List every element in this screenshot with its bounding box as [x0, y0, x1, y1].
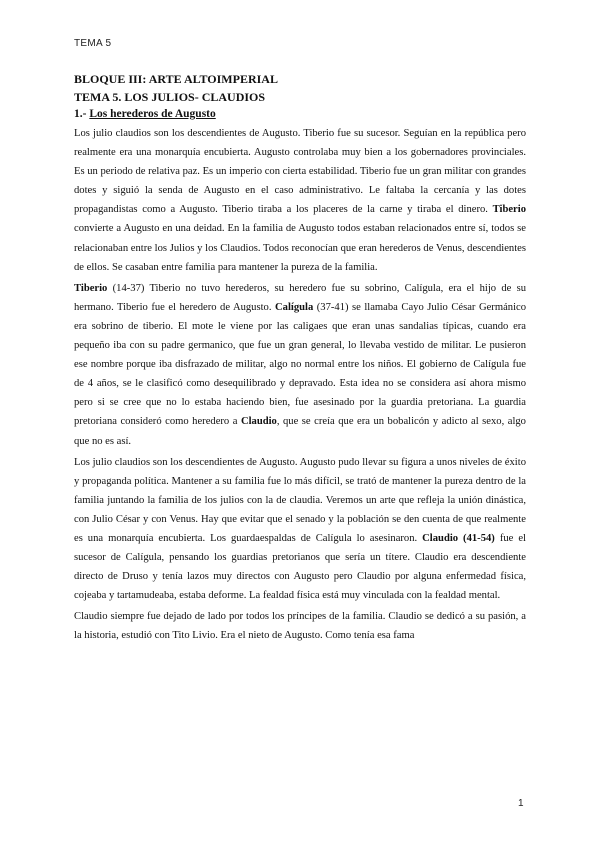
text-run: , que se creía que era un bobalicón y adicto al sexo, algo que no es así.: [74, 416, 526, 447]
section-title: Los herederos de Augusto: [89, 108, 216, 120]
document-body: [74, 70, 526, 648]
block-heading: BLOQUE III: ARTE ALTOIMPERIAL: [74, 72, 278, 86]
bold-term-claudio-dates: Claudio (41-54): [422, 532, 495, 544]
bold-term-tiberio: Tiberio: [74, 282, 108, 294]
section-heading: [74, 106, 526, 123]
section-number: 1.-: [74, 108, 90, 120]
topic-heading: TEMA 5. LOS JULIOS- CLAUDIOS: [74, 90, 266, 104]
bold-term-claudio: Claudio: [240, 416, 277, 428]
bold-term-caligula: Calígula: [275, 301, 314, 313]
paragraph-1: [74, 124, 526, 277]
text-run: Los julio claudios son los descendientes de Augusto. Tiberio fue su sucesor. Seguían en la república pero realmente era una monarquía encubierta. Augusto controlaba muy bien a los gobernadores provinciales. Es un periodo de relativa paz. Es un imperio con cierta estabilidad. Tiberio fue un gran militar con grandes dotes y siguió la senda de Augusto en el caso administrativo. Le faltaba la cercanía y las dotes propagandistas como a Augusto. Tiberio tiraba a los placeres de la carne y tiraba el dinero.: [74, 128, 526, 216]
text-run: Claudio siempre fue dejado de lado por todos los príncipes de la familia. Claudio se dedicó a su pasión, a la historia, estudió con Tito Livio. Era el nieto de Augusto. Como tenía esa fama: [74, 611, 526, 642]
running-header: TEMA 5: [74, 38, 112, 49]
paragraph-3: [74, 453, 526, 606]
text-run: convierte a Augusto en una deidad. En la familia de Augusto todos estaban relacionados entre sí, todos se relacionaban entre los Julios y los Claudios. Todos reconocían que eran herederos de Venus, descendientes de ellos. Se casaban entre familia para mantener la pureza de la familia.: [74, 223, 526, 273]
text-run: Los julio claudios son los descendientes de Augusto. Augusto pudo llevar su figura a unos niveles de éxito y propaganda política. Mantener a su familia fue lo más difícil, se trató de mantener la pureza dentro de la familia juntando la familia de los julios con la de claudia. Veremos un arte que refleja la unión dinástica, con Julio César y con Venus. Hay que evitar que el senado y la población se den cuenta de que realmente es una monarquía encubierta. Los guardaespaldas de Calígula lo asesinaron.: [74, 456, 526, 544]
bold-term-tiberio: Tiberio: [492, 204, 526, 216]
text-run: (14-37) Tiberio no tuvo herederos, su heredero fue su sobrino, Calígula, era el hijo de su hermano. Tiberio fue el heredero de Augusto.: [74, 282, 526, 313]
page-number: 1: [518, 798, 524, 809]
text-run: (37-41) se llamaba Cayo Julio César Germánico era sobrino de tiberio. El mote le viene por las caligaes que eran unas sandalias típicas, cuando era pequeño iba con su padre germanico, que fue un gran general, lo llevaba vestido de militar. Le pusieron ese nombre porque iba disfrazado de militar, algo no normal entre los niños. El gobierno de Calígula fue de 4 años, se le clasificó como desequilibrado y depravado. Esta idea no se considera así ahora mismo pero si se cree que no lo estaba haciendo bien, fue asesinado por la guardia pretoriana. La guardia pretoriana consideró como heredero a: [74, 301, 527, 428]
paragraph-2: [74, 279, 526, 451]
text-run: fue el sucesor de Calígula, pensando los guardias pretorianos que sería un títere. Claudio era descendiente directo de Druso y tenía lazos muy directos con Augusto pero Claudio por alguna enfermedad física, cojeaba y tartamudeaba, estaba deforme. La fealdad física está muy vinculada con la fealdad mental.: [74, 532, 526, 602]
paragraph-4: [74, 607, 526, 645]
